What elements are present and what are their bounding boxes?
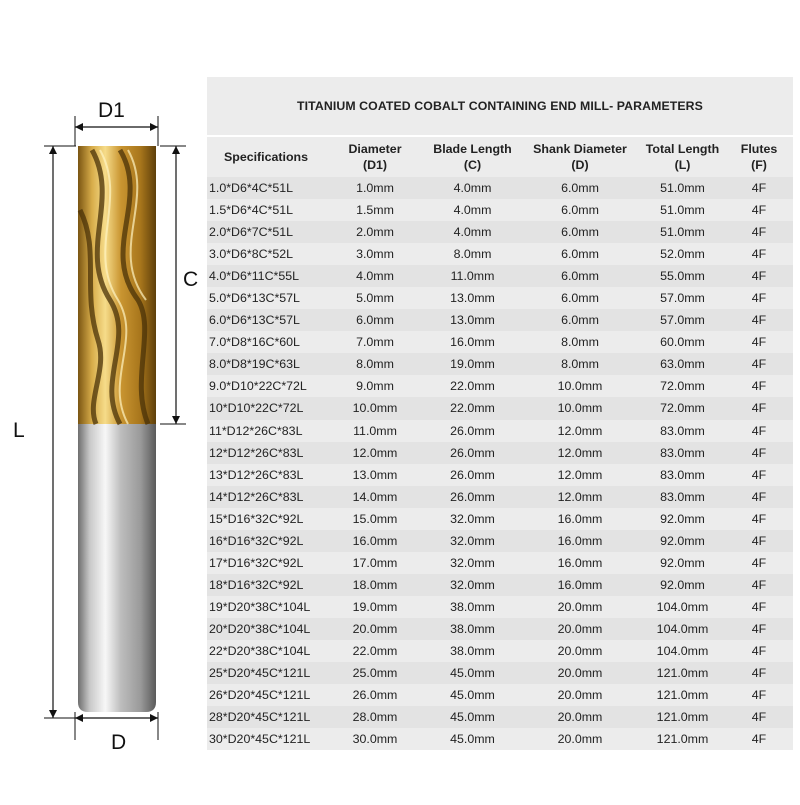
blade-length-cell: 16.0mm [425,331,520,353]
flutes-cell: 4F [725,243,793,265]
diameter-cell: 1.5mm [325,199,425,221]
flutes-cell: 4F [725,618,793,640]
flutes-cell: 4F [725,464,793,486]
header-row [207,137,793,177]
shank-diameter-cell: 12.0mm [520,486,640,508]
spec-cell: 19*D20*38C*104L [207,596,325,618]
total-length-cell: 57.0mm [640,309,725,331]
blade-length-cell: 26.0mm [425,486,520,508]
diameter-cell: 22.0mm [325,640,425,662]
table-row [207,375,793,397]
shank-diameter-cell: 6.0mm [520,199,640,221]
shank-diameter-cell: 20.0mm [520,596,640,618]
header-diameter: Diameter (D1) [348,142,402,172]
blade-length-cell: 22.0mm [425,375,520,397]
diameter-cell: 28.0mm [325,706,425,728]
table-row [207,221,793,243]
flutes-cell: 4F [725,199,793,221]
spec-cell: 4.0*D6*11C*55L [207,265,325,287]
diameter-cell: 17.0mm [325,552,425,574]
blade-length-cell: 45.0mm [425,728,520,750]
flutes-cell: 4F [725,486,793,508]
diameter-cell: 11.0mm [325,420,425,442]
total-length-cell: 92.0mm [640,530,725,552]
flutes-cell: 4F [725,728,793,750]
table-title: TITANIUM COATED COBALT CONTAINING END MILL- PARAMETERS [207,77,793,135]
shank-diameter-cell: 6.0mm [520,177,640,199]
table-row [207,530,793,552]
diameter-cell: 16.0mm [325,530,425,552]
spec-cell: 5.0*D6*13C*57L [207,287,325,309]
spec-cell: 25*D20*45C*121L [207,662,325,684]
shank-diameter-cell: 20.0mm [520,640,640,662]
shank-diameter-cell: 16.0mm [520,530,640,552]
spec-cell: 17*D16*32C*92L [207,552,325,574]
shank-diameter-cell: 12.0mm [520,442,640,464]
blade-length-cell: 38.0mm [425,640,520,662]
total-length-cell: 55.0mm [640,265,725,287]
total-length-cell: 63.0mm [640,353,725,375]
spec-cell: 13*D12*26C*83L [207,464,325,486]
shank-diameter-cell: 20.0mm [520,728,640,750]
blade-length-cell: 32.0mm [425,530,520,552]
spec-cell: 15*D16*32C*92L [207,508,325,530]
shank-diameter-cell: 10.0mm [520,375,640,397]
blade-length-cell: 13.0mm [425,287,520,309]
spec-cell: 26*D20*45C*121L [207,684,325,706]
total-length-cell: 83.0mm [640,442,725,464]
blade-length-cell: 4.0mm [425,177,520,199]
table-row [207,640,793,662]
diameter-cell: 8.0mm [325,353,425,375]
diameter-cell: 2.0mm [325,221,425,243]
total-length-cell: 121.0mm [640,706,725,728]
total-length-cell: 83.0mm [640,464,725,486]
header-flutes: Flutes (F) [740,142,778,172]
diameter-cell: 30.0mm [325,728,425,750]
blade-length-cell: 26.0mm [425,442,520,464]
table-row [207,486,793,508]
total-length-cell: 52.0mm [640,243,725,265]
flutes-cell: 4F [725,265,793,287]
table-row [207,199,793,221]
total-length-cell: 121.0mm [640,728,725,750]
shank-diameter-cell: 6.0mm [520,221,640,243]
blade-length-cell: 4.0mm [425,199,520,221]
flutes-cell: 4F [725,397,793,419]
diameter-cell: 19.0mm [325,596,425,618]
table-row [207,309,793,331]
header-total-length: Total Length (L) [645,142,720,172]
shank-diameter-cell: 20.0mm [520,618,640,640]
blade-length-cell: 13.0mm [425,309,520,331]
table-row [207,420,793,442]
table-body [207,177,793,750]
total-length-cell: 92.0mm [640,574,725,596]
table-row [207,618,793,640]
total-length-cell: 83.0mm [640,486,725,508]
diameter-cell: 25.0mm [325,662,425,684]
spec-cell: 3.0*D6*8C*52L [207,243,325,265]
shank-diameter-cell: 20.0mm [520,684,640,706]
blade-length-cell: 4.0mm [425,221,520,243]
total-length-cell: 83.0mm [640,420,725,442]
diameter-cell: 10.0mm [325,397,425,419]
label-c: C [183,268,199,291]
diameter-cell: 12.0mm [325,442,425,464]
shank-diameter-cell: 12.0mm [520,420,640,442]
shank-diameter-cell: 6.0mm [520,265,640,287]
diameter-cell: 9.0mm [325,375,425,397]
blade-length-cell: 26.0mm [425,420,520,442]
table-row [207,243,793,265]
header-blade-length: Blade Length (C) [433,142,512,172]
shank-diameter-cell: 6.0mm [520,243,640,265]
total-length-cell: 104.0mm [640,618,725,640]
shank-diameter-cell: 8.0mm [520,353,640,375]
shank-diameter-cell: 8.0mm [520,331,640,353]
diameter-cell: 20.0mm [325,618,425,640]
total-length-cell: 51.0mm [640,199,725,221]
blade-length-cell: 38.0mm [425,618,520,640]
flutes-cell: 4F [725,420,793,442]
blade-length-cell: 32.0mm [425,574,520,596]
flutes-cell: 4F [725,552,793,574]
table-row [207,177,793,199]
flutes-cell: 4F [725,706,793,728]
spec-cell: 18*D16*32C*92L [207,574,325,596]
diameter-cell: 18.0mm [325,574,425,596]
shank-diameter-cell: 16.0mm [520,574,640,596]
table-row [207,287,793,309]
spec-cell: 7.0*D8*16C*60L [207,331,325,353]
total-length-cell: 57.0mm [640,287,725,309]
flutes-cell: 4F [725,508,793,530]
shank-diameter-cell: 20.0mm [520,706,640,728]
spec-cell: 1.5*D6*4C*51L [207,199,325,221]
spec-cell: 10*D10*22C*72L [207,397,325,419]
shank [78,420,156,712]
shank-diameter-cell: 6.0mm [520,309,640,331]
spec-cell: 16*D16*32C*92L [207,530,325,552]
table-row [207,706,793,728]
table-row [207,574,793,596]
diameter-cell: 13.0mm [325,464,425,486]
spec-cell: 6.0*D6*13C*57L [207,309,325,331]
spec-cell: 9.0*D10*22C*72L [207,375,325,397]
flutes-cell: 4F [725,309,793,331]
table-row [207,353,793,375]
diameter-cell: 7.0mm [325,331,425,353]
diameter-cell: 3.0mm [325,243,425,265]
flutes-cell: 4F [725,530,793,552]
table-row [207,442,793,464]
flutes-cell: 4F [725,331,793,353]
table-row [207,331,793,353]
diameter-cell: 1.0mm [325,177,425,199]
label-l: L [13,419,25,442]
total-length-cell: 121.0mm [640,662,725,684]
total-length-cell: 104.0mm [640,640,725,662]
diameter-cell: 6.0mm [325,309,425,331]
total-length-cell: 92.0mm [640,508,725,530]
spec-cell: 30*D20*45C*121L [207,728,325,750]
total-length-cell: 72.0mm [640,397,725,419]
total-length-cell: 72.0mm [640,375,725,397]
table-row [207,684,793,706]
table-row [207,397,793,419]
total-length-cell: 92.0mm [640,552,725,574]
parameters-table [207,137,793,750]
spec-cell: 22*D20*38C*104L [207,640,325,662]
diameter-cell: 4.0mm [325,265,425,287]
blade-length-cell: 8.0mm [425,243,520,265]
table-row [207,728,793,750]
flutes-cell: 4F [725,640,793,662]
label-d1: D1 [98,99,125,122]
flutes-cell: 4F [725,177,793,199]
table-row [207,662,793,684]
table-row [207,596,793,618]
flutes-cell: 4F [725,596,793,618]
spec-cell: 12*D12*26C*83L [207,442,325,464]
flutes-cell: 4F [725,574,793,596]
flutes-cell: 4F [725,684,793,706]
flutes-cell: 4F [725,353,793,375]
spec-cell: 28*D20*45C*121L [207,706,325,728]
blade-length-cell: 45.0mm [425,662,520,684]
shank-diameter-cell: 16.0mm [520,552,640,574]
table-row [207,265,793,287]
diameter-cell: 14.0mm [325,486,425,508]
blade-length-cell: 11.0mm [425,265,520,287]
shank-diameter-cell: 12.0mm [520,464,640,486]
spec-cell: 20*D20*38C*104L [207,618,325,640]
table-row [207,508,793,530]
blade-length-cell: 45.0mm [425,706,520,728]
blade-length-cell: 19.0mm [425,353,520,375]
total-length-cell: 104.0mm [640,596,725,618]
blade-length-cell: 32.0mm [425,552,520,574]
blade-length-cell: 38.0mm [425,596,520,618]
spec-cell: 14*D12*26C*83L [207,486,325,508]
total-length-cell: 60.0mm [640,331,725,353]
table-row [207,464,793,486]
diameter-cell: 26.0mm [325,684,425,706]
total-length-cell: 121.0mm [640,684,725,706]
header-specifications: Specifications [223,150,308,164]
shank-diameter-cell: 10.0mm [520,397,640,419]
total-length-cell: 51.0mm [640,221,725,243]
flutes-cell: 4F [725,221,793,243]
header-shank-diameter: Shank Diameter (D) [533,142,627,172]
blade-length-cell: 45.0mm [425,684,520,706]
label-d: D [111,731,127,754]
flutes-cell: 4F [725,442,793,464]
shank-diameter-cell: 16.0mm [520,508,640,530]
flutes-cell: 4F [725,287,793,309]
diameter-cell: 15.0mm [325,508,425,530]
flutes-cell: 4F [725,375,793,397]
blade-length-cell: 32.0mm [425,508,520,530]
spec-cell: 1.0*D6*4C*51L [207,177,325,199]
blade-length-cell: 26.0mm [425,464,520,486]
total-length-cell: 51.0mm [640,177,725,199]
spec-cell: 8.0*D8*19C*63L [207,353,325,375]
table-row [207,552,793,574]
flutes-cell: 4F [725,662,793,684]
blade-length-cell: 22.0mm [425,397,520,419]
shank-diameter-cell: 20.0mm [520,662,640,684]
shank-diameter-cell: 6.0mm [520,287,640,309]
diameter-cell: 5.0mm [325,287,425,309]
spec-cell: 2.0*D6*7C*51L [207,221,325,243]
spec-cell: 11*D12*26C*83L [207,420,325,442]
end-mill-diagram [0,0,200,800]
parameters-panel [207,77,793,747]
